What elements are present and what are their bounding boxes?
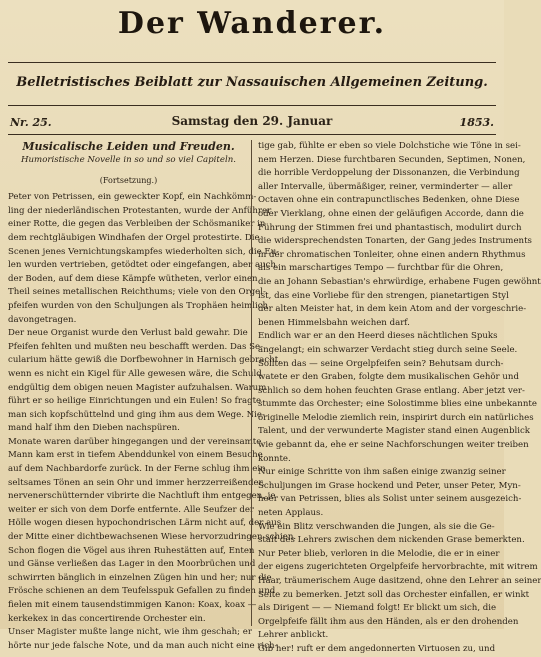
article-subtitle: Humoristische Novelle in so und so viel Capiteln. [21,155,236,165]
text-line: Der neue Organist wurde den Verlust bald gewahr. Die [8,328,248,339]
text-line: Theil seines metallischen Reichthums; viele von den Orgel- [8,287,266,298]
text-line: einer Rotte, die gegen das Verbleiben der Schösmaniker in [8,219,266,230]
text-line: angelangt; ein schwarzer Verdacht stieg durch seine Seele. [258,344,518,355]
text-line: ling der niederländischen Protestanten, wurde der Anführer [8,205,272,216]
text-line: oder Vierklang, ohne einen der geläufigen Accorde, dann die [258,208,524,219]
text-line: Peter von Petrissen, ein geweckter Kopf, ein Nachkömm- [8,192,257,203]
text-line: tige gab, fühlte er eben so viele Dolchstiche wie Töne in sei- [258,141,521,151]
text-line: watete er den Graben, folgte dem musikalischen Gehör und [258,372,519,383]
text-line: Hölle wogen diesen hypochondrischen Lärm nicht auf, der aus [8,518,282,529]
masthead-rule [8,62,496,63]
text-line: schlich so dem hohen feuchten Grase entlang. Aber jetzt ver- [258,385,525,396]
text-line: heer van Petrissen, blies als Solist unter seinem ausgezeich- [258,494,522,505]
text-line: weiter er sich von dem Dorfe entfernte. Alle Seufzer der [8,504,255,515]
text-line: Mann kam erst in tiefem Abenddunkel von einem Besuche [8,450,263,461]
text-line: die horrible Verdoppelung der Dissonanzen, die Verbindung [258,168,520,179]
continuation-note: (Fortsetzung.) [99,175,158,185]
text-line: wenn es nicht ein Kigel für Alle gewesen wäre, die Schuld [8,368,262,379]
text-line: ist, das eine Vorliebe für den strengen, pianetartigen Styl [258,290,509,301]
text-line: stummte das Orchester; eine Solostimme blies eine unbekannte [258,399,537,410]
text-line: nem Herzen. Diese furchtbaren Secunden, Septimen, Nonen, [258,154,526,165]
text-line: konnte. [258,453,291,464]
text-line: Octaven ohne ein contrapunctlisches Bedenken, ohne Diese [258,195,520,206]
text-line: Seite zu bemerken. Jetzt soll das Orchester einfallen, er winkt [258,589,530,600]
text-line: der eigens zugerichteten Orgelpfeife hervorbrachte, mit witrem [258,562,538,573]
text-line: Scenen jenes Vernichtungskampfes wiederholten sich, die Eu- [8,246,280,257]
text-line: Lehrer anblickt. [258,630,329,641]
text-line: seltsames Tönen an sein Ohr und immer herzzerreißender, [8,477,265,488]
text-line: man sich kopfschüttelnd und ging ihm aus dem Wege. Nie- [8,409,265,420]
text-line: Sollten das — seine Orgelpfeifen sein? Behutsam durch- [258,358,504,369]
text-line: der alten Meister hat, in dem kein Atom and der vorgeschrie- [258,304,527,315]
text-line: cularium hätte gewiß die Dorfbewohner in Harnisch gebracht, [8,355,281,366]
text-line: pfeifen wurden von den Schuljungen als Trophäen heimlich [8,300,269,311]
text-line: Führung der Stimmen frei und phantastisch, modulirt durch [258,222,522,233]
text-line: Frösche schienen an dem Teufelsspuk Gefallen zu finden und [8,586,276,597]
text-line: fielen mit einem tausendstimmigen Kanon: Koax, koax — [8,600,257,610]
text-line: Nur einige Schritte von ihm saßen einige zwanzig seiner [258,467,506,478]
text-line: stalt des Lehrers zwischen dem nickenden Grase bemerkten. [258,535,525,546]
text-line: Schon flogen die Vögel aus ihren Ruhestätten auf, Enten [8,545,255,556]
text-line: benen Himmelsbahn weichen darf. [258,317,410,328]
header-rule-bottom [8,134,496,135]
issue-date: Samstag den 29. Januar [171,114,333,128]
text-line: in der chromatischen Tonleiter, ohne einen andern Rhythmus [258,249,526,260]
text-line: endgültig dem obigen neuen Magister aufzuhalsen. Warum [8,382,267,393]
text-line: kerkekex in das concertirende Orchester ein. [8,613,206,624]
text-line: len wurden vertrieben, getödtet oder eingefangen, aber auch [8,260,276,271]
text-line: neten Applaus. [258,508,324,519]
text-line: Schuljungen im Grase hockend und Peter, unser Peter, Myn- [258,480,521,491]
text-line: dem rechtgläubigen Windhafen der Orgel protestirte. Die [8,232,260,243]
column-divider [251,140,252,626]
text-line: originelle Melodie ziemlich rein, inspirirt durch ein natürliches [258,412,534,423]
text-line: aller Intervalle, übermäßiger, reiner, verminderter — aller [258,181,513,192]
text-line: Gib her! ruft er dem angedonnerten Virtuosen zu, und [258,643,496,654]
text-line: Nur Peter blieb, verloren in die Melodie, die er in einer [258,548,500,559]
text-line: nervenerschütternder vibrirte die Nachtluft ihm entgegen, je [8,491,276,502]
text-line: die an Johann Sebastian's ehrwürdige, erhabene Fugen gewöhnt [258,276,541,287]
header-rule-top [8,105,496,106]
text-line: hörte nur jede falsche Note, und da man auch nicht eine rich- [8,640,278,651]
text-line: Unser Magister mußte lange nicht, wie ihm geschah; er [8,627,252,638]
text-line: Endlich war er an den Heerd dieses nächtlichen Spuks [258,331,498,342]
text-line: mand half ihm den Dieben nachspüren. [8,423,180,434]
text-line: davongetragen. [8,314,77,325]
masthead-subtitle: Belletristisches Beiblatt zur Nassauischen Allgemeinen Zeitung. [16,75,488,90]
text-line: wie gebannt da, ehe er seine Nachforschungen weiter treiben [258,440,529,451]
masthead-title: Der Wanderer. [117,6,387,41]
issue-year: 1853. [459,116,494,129]
text-line: als ein marschartiges Tempo — furchtbar für die Ohren, [258,263,504,274]
text-line: und Gänse verließen das Lager in den Moorbrüchen und [8,559,256,570]
text-line: Orgelpfeife fällt ihm aus den Händen, als er den drohenden [258,616,519,627]
text-line: führt er so heilige Einrichtungen und ein Eulen! So fragte [8,396,262,407]
text-line: der Mitte einer dichtbewachsenen Wiese hervorzudringen schien. [8,532,297,543]
text-line: als Dirigent — — Niemand folgt! Er blickt um sich, die [258,603,497,614]
issue-number: Nr. 25. [10,116,52,129]
text-line: Haar, träumerischem Auge dasitzend, ohne den Lehrer an seiner [258,576,541,586]
text-line: Wie ein Blitz verschwanden die Jungen, als sie die Ge- [258,521,495,532]
text-line: Talent, und der verwunderte Magister stand einen Augenblick [258,426,530,437]
text-line: schwirrten bänglich in einzelnen Zügen hin und her; nur die [8,572,272,583]
text-line: Pfeifen fehlten und mußten neu beschafft werden. Das Se- [8,341,264,352]
text-line: Monate waren darüber hingegangen und der vereinsamte [8,436,262,447]
right-text [258,140,541,657]
text-line: der Boden, auf dem diese Kämpfe wütheten, verlor einen [8,273,258,284]
article-title: Musicalische Leiden und Freuden. [22,140,235,153]
text-line: auf dem Nachbardorfe zurück. In der Ferne schlug ihm ein [8,464,266,475]
text-line: die widersprechendsten Tonarten, der Gang jedes Instruments [258,236,532,247]
right-column [258,140,541,657]
